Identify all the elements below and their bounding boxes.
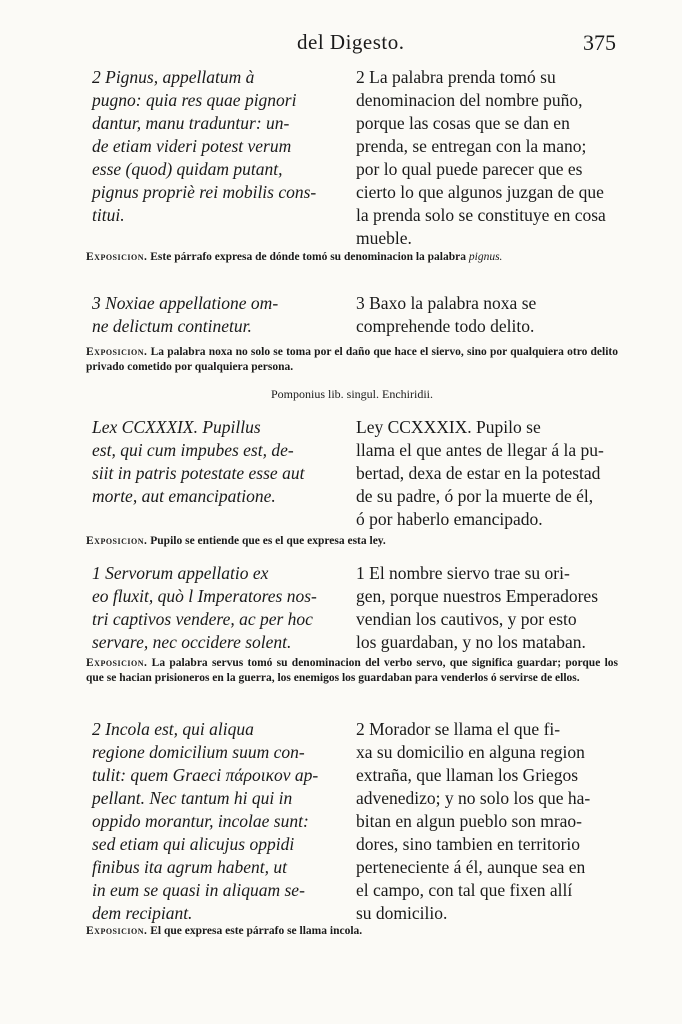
latin-line: ne delictum continetur. <box>92 316 252 336</box>
latin-line: de etiam videri potest verum <box>92 136 292 156</box>
exposicion-text: Pupilo se entiende que es el que expresa esta ley. <box>150 535 386 547</box>
exposicion-label: Exposicion. <box>86 657 148 669</box>
latin-line: sed etiam qui alicujus oppidi <box>92 834 295 854</box>
latin-line: tulit: quem Graeci πάροικον ap- <box>92 765 319 785</box>
spanish-line: prenda, se entregan con la mano; <box>356 136 587 156</box>
spanish-line: bitan en algun pueblo son mrao- <box>356 811 582 831</box>
latin-paragraph-noxiae <box>92 292 342 338</box>
spanish-line: porque las cosas que se dan en <box>356 113 570 133</box>
latin-line: morte, aut emancipatione. <box>92 486 276 506</box>
spanish-paragraph-noxa <box>356 292 620 338</box>
latin-line: oppido morantur, incolae sunt: <box>92 811 309 831</box>
latin-line: regione domicilium suum con- <box>92 742 305 762</box>
spanish-line: cierto lo que algunos juzgan de que <box>356 182 604 202</box>
exposicion-label: Exposicion. <box>86 346 148 358</box>
running-title: del Digesto. <box>297 30 405 54</box>
latin-line: 3 Noxiae appellatione om- <box>92 293 279 313</box>
latin-line: 2 Pignus, appellatum à <box>92 67 255 87</box>
latin-line: 1 Servorum appellatio ex <box>92 563 269 583</box>
spanish-line: los guardaban, y no los mataban. <box>356 632 586 652</box>
spanish-paragraph-siervo <box>356 562 620 654</box>
spanish-line: Ley CCXXXIX. Pupilo se <box>356 417 541 437</box>
latin-line: pignus propriè rei mobilis cons- <box>92 182 317 202</box>
latin-line: servare, nec occidere solent. <box>92 632 292 652</box>
latin-line: esse (quod) quidam putant, <box>92 159 283 179</box>
running-header <box>0 30 682 60</box>
latin-line: est, qui cum impubes est, de- <box>92 440 294 460</box>
spanish-line: bertad, dexa de estar en la potestad <box>356 463 601 483</box>
spanish-line: la prenda solo se constituye en cosa <box>356 205 606 225</box>
spanish-line: advenedizo; y no solo los que ha- <box>356 788 591 808</box>
latin-line: titui. <box>92 205 125 225</box>
spanish-line: su domicilio. <box>356 903 448 923</box>
spanish-line: gen, porque nuestros Emperadores <box>356 586 599 606</box>
source-attribution: Pomponius lib. singul. Enchiridii. <box>270 387 433 401</box>
exposicion-pignus <box>86 250 618 265</box>
latin-line: finibus ita agrum habent, ut <box>92 857 287 877</box>
spanish-line: comprehende todo delito. <box>356 316 535 336</box>
spanish-line: ó por haberlo emancipado. <box>356 509 543 529</box>
spanish-paragraph-ley <box>356 416 620 531</box>
latin-paragraph-servorum <box>92 562 342 654</box>
exposicion-label: Exposicion. <box>86 535 148 547</box>
latin-line: siit in patris potestate esse aut <box>92 463 305 483</box>
latin-line: pugno: quia res quae pignori <box>92 90 297 110</box>
spanish-paragraph-prenda <box>356 66 620 250</box>
latin-line: in eum se quasi in aliquam se- <box>92 880 305 900</box>
spanish-line: de su padre, ó por la muerte de él, <box>356 486 594 506</box>
exposicion-text: La palabra servus tomó su denominacion del verbo servo, que significa guardar; porque los que se hacian prisioneros en la guerra, los enemigos los guardaban para venderlos ó servirse de ellos. <box>86 657 618 684</box>
spanish-line: vendian los cautivos, y por esto <box>356 609 577 629</box>
page-number: 375 <box>583 30 616 55</box>
spanish-line: 1 El nombre siervo trae su ori- <box>356 563 570 583</box>
spanish-line: dores, sino tambien en territorio <box>356 834 581 854</box>
latin-line: Lex CCXXXIX. Pupillus <box>92 417 261 437</box>
spanish-line: 2 La palabra prenda tomó su <box>356 67 556 87</box>
exposicion-pupilo <box>86 534 618 549</box>
exposicion-text: El que expresa este párrafo se llama incola. <box>150 925 363 937</box>
spanish-line: extraña, que llaman los Griegos <box>356 765 579 785</box>
exposicion-italic: pignus. <box>468 251 503 263</box>
latin-line: 2 Incola est, qui aliqua <box>92 719 254 739</box>
latin-line: tri captivos vendere, ac per hoc <box>92 609 313 629</box>
latin-line: pellant. Nec tantum hi qui in <box>92 788 293 808</box>
spanish-line: por lo qual puede parecer que es <box>356 159 583 179</box>
spanish-line: mueble. <box>356 228 412 248</box>
spanish-line: denominacion del nombre puño, <box>356 90 583 110</box>
exposicion-label: Exposicion. <box>86 251 148 263</box>
latin-paragraph-lex <box>92 416 342 508</box>
exposicion-servus <box>86 656 618 686</box>
spanish-line: llama el que antes de llegar á la pu- <box>356 440 604 460</box>
spanish-paragraph-morador <box>356 718 620 925</box>
exposicion-label: Exposicion. <box>86 925 148 937</box>
exposicion-noxa <box>86 345 618 375</box>
latin-line: dantur, manu traduntur: un- <box>92 113 290 133</box>
spanish-line: perteneciente á él, aunque sea en <box>356 857 586 877</box>
latin-line: dem recipiant. <box>92 903 193 923</box>
spanish-line: xa su domicilio en alguna region <box>356 742 585 762</box>
spanish-line: 2 Morador se llama el que fi- <box>356 719 561 739</box>
exposicion-text: La palabra noxa no solo se toma por el daño que hace el siervo, sino por qualquiera otro delito privado cometido por qualquiera persona. <box>86 346 619 373</box>
latin-line: eo fluxit, quò l Imperatores nos- <box>92 586 317 606</box>
latin-paragraph-incola <box>92 718 342 925</box>
exposicion-incola <box>86 924 618 939</box>
exposicion-text: Este párrafo expresa de dónde tomó su denominacion la palabra <box>150 251 466 263</box>
spanish-line: el campo, con tal que fixen allí <box>356 880 573 900</box>
latin-paragraph-pignus <box>92 66 342 227</box>
spanish-line: 3 Baxo la palabra noxa se <box>356 293 537 313</box>
